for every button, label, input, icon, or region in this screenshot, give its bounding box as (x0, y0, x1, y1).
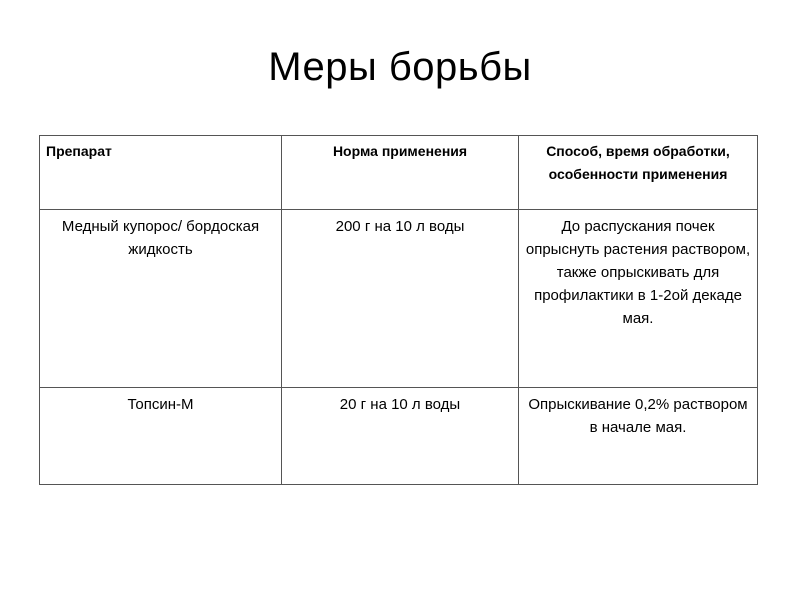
cell-method: Опрыскивание 0,2% раствором в начале мая. (519, 388, 758, 485)
control-measures-table (39, 135, 758, 485)
cell-rate: 200 г на 10 л воды (282, 210, 519, 388)
cell-preparation: Топсин-М (40, 388, 282, 485)
header-preparation: Препарат (40, 136, 282, 210)
slide-title: Меры борьбы (268, 45, 532, 89)
cell-preparation: Медный купорос/ бордоская жидкость (40, 210, 282, 388)
header-method-time: Способ, время обработки, особенности применения (519, 136, 758, 210)
header-application-rate: Норма применения (282, 136, 519, 210)
table-row (40, 210, 758, 388)
cell-method: До распускания почек опрыснуть растения раствором, также опрыскивать для профилактики в 1-2ой декаде мая. (519, 210, 758, 388)
table-header-row (40, 136, 758, 210)
table-row (40, 388, 758, 485)
cell-rate: 20 г на 10 л воды (282, 388, 519, 485)
